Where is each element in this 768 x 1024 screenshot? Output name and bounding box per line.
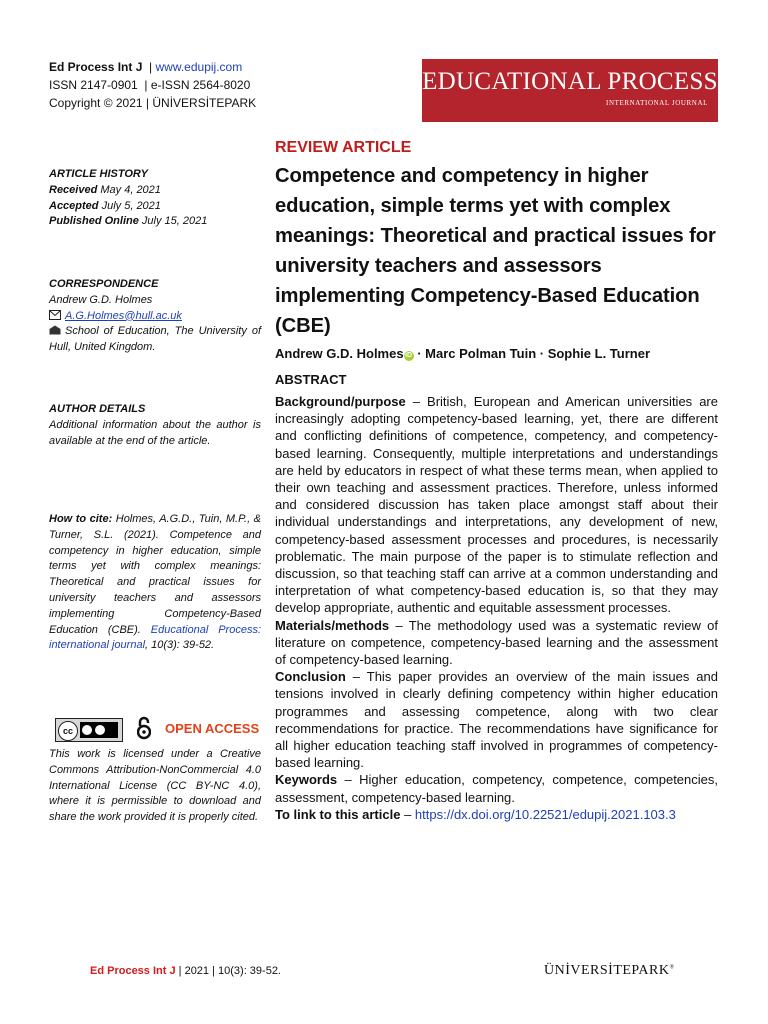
history-heading: ARTICLE HISTORY [49,168,149,180]
coauthors: · Marc Polman Tuin · Sophie L. Turner [417,346,651,361]
article-history: ARTICLE HISTORY Received May 4, 2021 Accepted July 5, 2021 Published Online July 15, 2021 [49,167,261,230]
open-access-label: OPEN ACCESS [165,721,260,736]
orcid-icon[interactable]: iD [405,352,413,359]
author-details [49,402,261,449]
eissn: e-ISSN 2564-8020 [150,78,251,92]
cc-license-badge[interactable] [55,718,123,742]
license-text: This work is licensed under a Creative Commons Attribution-NonCommercial 4.0 International License (CC BY-NC 4.0), where it is permissible to download and share the work provided it is properly cited. [49,748,261,824]
citation-text: Holmes, A.G.D., Tuin, M.P., & Turner, S.L. (2021). Competence and competency in higher education, simple terms yet with complex meanings: Theoretical and practical issues for university teachers and assessors implementing Competency-Based Education (CBE). [49,513,261,636]
logo-title: EDUCATIONAL PROCESS [422,68,718,95]
by-nc-icons [80,722,118,738]
correspondence-name: Andrew G.D. Holmes [49,293,153,306]
author-details-heading: AUTHOR DETAILS [49,403,146,415]
correspondence [49,277,261,356]
abstract-body [275,393,718,823]
abstract-methods: Materials/methods – The methodology used was a systematic review of literature on competence, competency-based learning and the assessment of competency-based learning. [275,617,718,668]
author-details-text: Additional information about the author is available at the end of the article. [49,418,261,447]
how-to-cite [49,512,261,654]
abstract-heading: ABSTRACT [275,372,347,387]
issn: ISSN 2147-0901 [49,78,138,92]
correspondence-address: School of Education, The University of Hull, United Kingdom. [49,325,261,354]
article-type: REVIEW ARTICLE [275,139,412,156]
citation-journal-link[interactable]: Educational Process: international journal [49,623,262,652]
footer-journal: Ed Process Int J [90,965,176,977]
publisher: ÜNİVERSİTEPARK [152,96,257,110]
website-link[interactable]: www.edupij.com [155,60,243,74]
how-to-cite-label: How to cite: [49,513,113,525]
article-link-line: To link to this article – https://dx.doi.org/10.22521/edupij.2021.103.3 [275,806,676,822]
copyright: Copyright © 2021 [49,96,143,110]
doi-link[interactable]: https://dx.doi.org/10.22521/edupij.2021.103.3 [414,806,676,822]
open-access-lock-icon [137,716,151,740]
abstract-keywords: Keywords – Higher education, competency, competence, competencies, assessment, competency-based learning. [275,772,718,805]
journal-logo [422,59,718,122]
abstract-background: Background/purpose – British, European and American universities are increasingly adopting competency-based learning, yet, there are different and conflicting definitions of competence, competency, and competency-based learning. Consequently, multiple interpretations and understandings are held by educators in respect of what these terms mean, when applied to their own teaching and assessment practices. Therefore, unless informed and considered discussion has taken place amongst staff about their individual understandings and interpretations, any development of new, competency-based assessment processes and procedures, is necessarily problematic. The main purpose of the paper is to stimulate reflection and discussion, so that teaching staff can arrive at a common understanding and interpretation of what competency-based education is, so that they may develop appropriate, authentic and equitable assessment processes. [275,394,718,616]
abstract-conclusion: Conclusion – This paper provides an overview of the main issues and tensions involved in clearly defining competency within higher education programmes and assessing competence, along with two clear recommendations for practice. The recommendations have significance for all higher education teaching staff involved in programmes of competency-based learning. [275,669,718,771]
published-date: July 15, 2021 [141,215,208,228]
footer-publisher-brand: ÜNİVERSİTEPARK® [544,963,675,978]
received-date: May 4, 2021 [100,183,161,196]
footer-volume: | 2021 | 10(3): 39-52. [178,965,281,977]
author-line [275,346,718,361]
correspondence-heading: CORRESPONDENCE [49,278,159,290]
article-title: Competence and competency in higher education, simple terms yet with complex meanings: Theoretical and practical issues for university teachers and assessors implementing Competency-Based Education (CBE) [275,165,716,337]
logo-subtitle: INTERNATIONAL JOURNAL [606,99,708,107]
citation-volume: , 10(3): 39-52. [145,639,215,652]
email-link[interactable]: A.G.Holmes@hull.ac.uk [65,309,182,322]
address-icon [49,325,61,335]
accepted-date: July 5, 2021 [101,199,161,212]
footer-citation [90,965,281,977]
journal-header: Ed Process Int J | www.edupij.com ISSN 2147-0901 | e-ISSN 2564-8020 Copyright © 2021 | ÜNİVERSİTEPARK [49,60,257,110]
journal-short-name: Ed Process Int J [49,60,143,74]
email-icon [49,310,61,320]
author-holmes[interactable]: Andrew G.D. Holmes [275,346,404,361]
cc-icon: cc [58,721,78,741]
